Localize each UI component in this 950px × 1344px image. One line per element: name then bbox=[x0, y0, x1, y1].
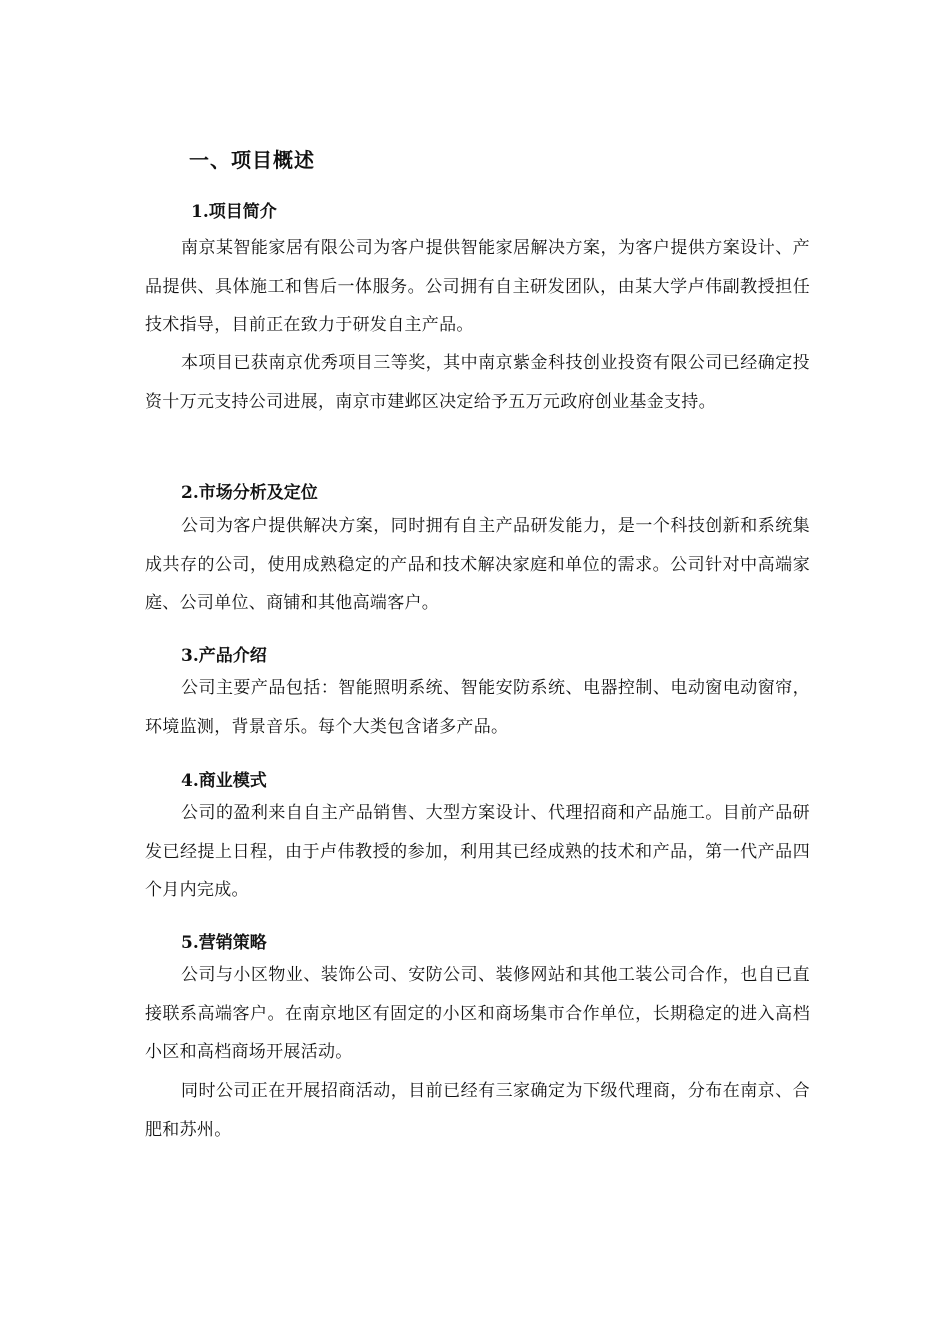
section-heading-products: 3.产品介绍 bbox=[181, 646, 267, 666]
paragraph-marketing-1: 公司与小区物业、装饰公司、安防公司、装修网站和其他工装公司合作，也自已直接联系高端客户。在南京地区有固定的小区和商场集市合作单位，长期稳定的进入高档小区和高档商场开展活动。 bbox=[145, 965, 810, 1062]
document-title: 一、项目概述 bbox=[189, 148, 315, 172]
paragraph-project-intro-1: 南京某智能家居有限公司为客户提供智能家居解决方案，为客户提供方案设计、产品提供、具体施工和售后一体服务。公司拥有自主研发团队，由某大学卢伟副教授担任技术指导，目前正在致力于研发自主产品。 bbox=[145, 238, 810, 335]
paragraph-products: 公司主要产品包括：智能照明系统、智能安防系统、电器控制、电动窗电动窗帘，环境监测，背景音乐。每个大类包含诸多产品。 bbox=[145, 678, 810, 737]
section-heading-marketing: 5.营销策略 bbox=[181, 933, 267, 953]
section-heading-market-analysis: 2.市场分析及定位 bbox=[181, 483, 318, 503]
paragraph-market-analysis: 公司为客户提供解决方案，同时拥有自主产品研发能力，是一个科技创新和系统集成共存的公司，使用成熟稳定的产品和技术解决家庭和单位的需求。公司针对中高端家庭、公司单位、商铺和其他高端客户。 bbox=[145, 516, 810, 613]
paragraph-business-model: 公司的盈利来自自主产品销售、大型方案设计、代理招商和产品施工。目前产品研发已经提上日程，由于卢伟教授的参加，利用其已经成熟的技术和产品，第一代产品四个月内完成。 bbox=[145, 803, 810, 900]
section-heading-project-intro: 1.项目简介 bbox=[191, 202, 277, 222]
paragraph-marketing-2: 同时公司正在开展招商活动，目前已经有三家确定为下级代理商，分布在南京、合肥和苏州。 bbox=[145, 1081, 810, 1140]
paragraph-project-intro-2: 本项目已获南京优秀项目三等奖，其中南京紫金科技创业投资有限公司已经确定投资十万元支持公司进展，南京市建邺区决定给予五万元政府创业基金支持。 bbox=[145, 353, 810, 412]
section-heading-business-model: 4.商业模式 bbox=[181, 771, 267, 791]
